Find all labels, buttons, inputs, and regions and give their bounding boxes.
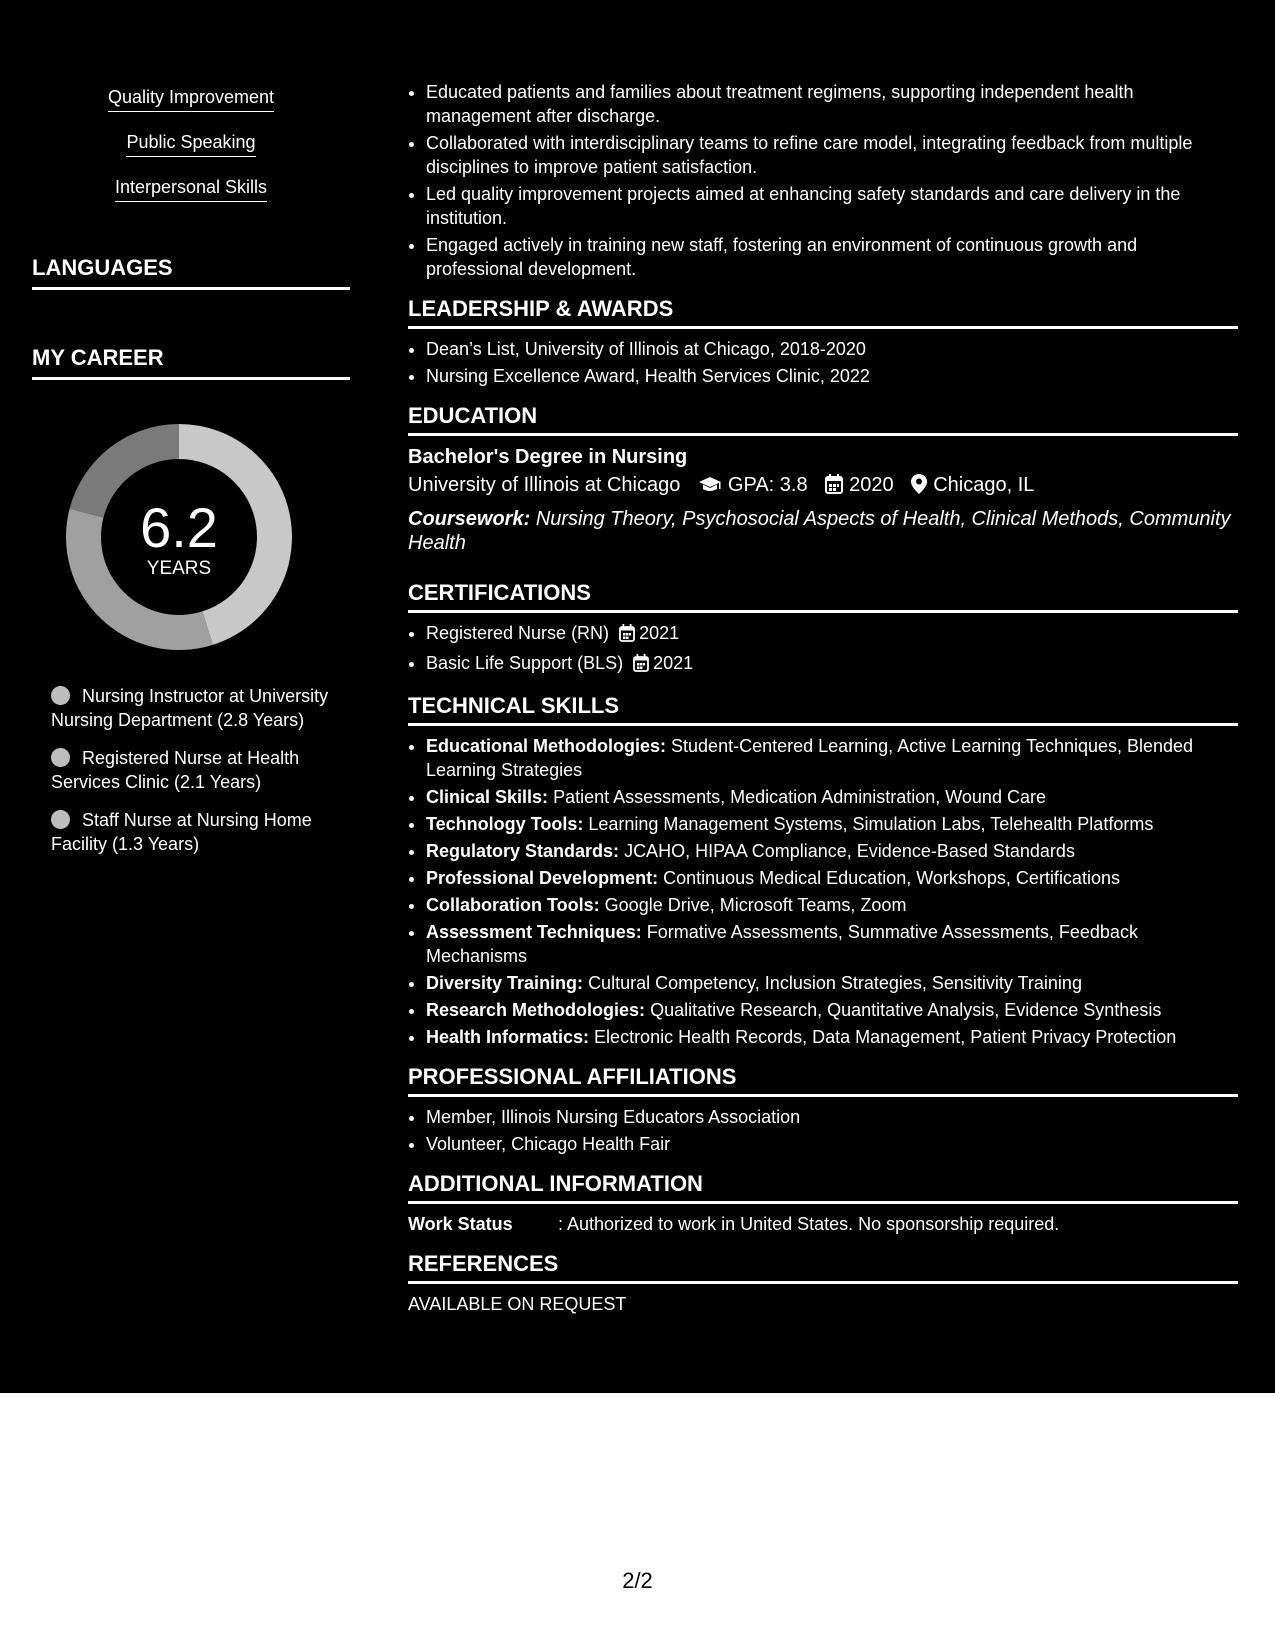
school-name: University of Illinois at Chicago	[408, 474, 681, 496]
sidebar	[0, 0, 380, 1393]
additional-info-heading: ADDITIONAL INFORMATION	[408, 1170, 1238, 1204]
references-heading: REFERENCES	[408, 1250, 1238, 1284]
list-item: • Clinical Skills: Patient Assessments, Medication Administration, Wound Care	[426, 785, 1238, 809]
technical-skills-list	[408, 734, 1238, 1049]
location-pin-icon	[911, 473, 927, 503]
main-content	[408, 80, 1238, 1316]
graduation-cap-icon	[698, 473, 722, 503]
certifications-list	[408, 621, 1238, 678]
affiliations-list	[408, 1105, 1238, 1156]
languages-heading: LANGUAGES	[32, 254, 350, 290]
list-item: • Registered Nurse (RN) 2021	[426, 621, 1238, 648]
skill-item: Interpersonal Skills	[32, 176, 350, 221]
school-location: Chicago, IL	[933, 474, 1035, 496]
list-item: • Dean’s List, University of Illinois at Chicago, 2018-2020	[426, 337, 1238, 361]
calendar-icon	[633, 654, 649, 678]
coursework: Coursework: Nursing Theory, Psychosocial Aspects of Health, Clinical Methods, Community Health	[408, 508, 1231, 554]
list-item: • Regulatory Standards: JCAHO, HIPAA Compliance, Evidence-Based Standards	[426, 839, 1238, 863]
affiliations-heading: PROFESSIONAL AFFILIATIONS	[408, 1063, 1238, 1097]
references-text: AVAILABLE ON REQUEST	[408, 1294, 627, 1314]
degree-title: Bachelor's Degree in Nursing	[408, 446, 688, 468]
skills-list	[32, 86, 350, 221]
graduation-year: 2020	[849, 474, 894, 496]
list-item: • Educated patients and families about treatment regimens, supporting independent health management after discharge.	[426, 80, 1238, 128]
education-details	[408, 470, 1238, 503]
career-donut-chart	[66, 424, 292, 650]
career-legend	[51, 684, 341, 870]
list-item: • Engaged actively in training new staff, fostering an environment of continuous growth and professional development.	[426, 233, 1238, 281]
technical-skills-heading: TECHNICAL SKILLS	[408, 692, 1238, 726]
career-item: Registered Nurse at Health Services Clinic (2.1 Years)	[51, 748, 300, 792]
list-item: • Diversity Training: Cultural Competency, Inclusion Strategies, Sensitivity Training	[426, 971, 1238, 995]
career-unit: YEARS	[146, 558, 212, 579]
list-item: • Technology Tools: Learning Management Systems, Simulation Labs, Telehealth Platforms	[426, 812, 1238, 836]
certifications-heading: CERTIFICATIONS	[408, 579, 1238, 613]
work-status-row: Work Status : Authorized to work in United States. No sponsorship required.	[408, 1214, 1060, 1234]
career-heading: MY CAREER	[32, 344, 350, 380]
list-item: • Educational Methodologies: Student-Centered Learning, Active Learning Techniques, Blended Learning Strategies	[426, 734, 1238, 782]
career-item: Staff Nurse at Nursing Home Facility (1.3 Years)	[51, 810, 312, 854]
list-item: • Volunteer, Chicago Health Fair	[426, 1132, 1238, 1156]
leadership-heading: LEADERSHIP & AWARDS	[408, 295, 1238, 329]
leadership-list	[408, 337, 1238, 388]
calendar-icon	[619, 624, 635, 648]
skill-item: Quality Improvement	[32, 86, 350, 131]
list-item: • Health Informatics: Electronic Health Records, Data Management, Patient Privacy Protection	[426, 1025, 1238, 1049]
main-column	[380, 0, 1275, 1393]
gpa: GPA: 3.8	[727, 474, 808, 496]
list-item: • Basic Life Support (BLS) 2021	[426, 651, 1238, 678]
list-item: • Led quality improvement projects aimed at enhancing safety standards and care delivery in the institution.	[426, 182, 1238, 230]
bullet-dot-icon	[51, 686, 70, 705]
list-item: • Assessment Techniques: Formative Assessments, Summative Assessments, Feedback Mechanisms	[426, 920, 1238, 968]
page-number: 2/2	[622, 1568, 653, 1593]
career-total: 6.2	[140, 496, 218, 559]
list-item: • Nursing Excellence Award, Health Services Clinic, 2022	[426, 364, 1238, 388]
list-item: • Collaborated with interdisciplinary teams to refine care model, integrating feedback from multiple disciplines to improve patient satisfaction.	[426, 131, 1238, 179]
experience-bullets	[408, 80, 1238, 281]
education-heading: EDUCATION	[408, 402, 1238, 436]
list-item: • Member, Illinois Nursing Educators Association	[426, 1105, 1238, 1129]
calendar-icon	[825, 473, 843, 503]
list-item: • Research Methodologies: Qualitative Research, Quantitative Analysis, Evidence Synthesis	[426, 998, 1238, 1022]
list-item: • Professional Development: Continuous Medical Education, Workshops, Certifications	[426, 866, 1238, 890]
career-item: Nursing Instructor at University Nursing Department (2.8 Years)	[51, 686, 329, 730]
skill-item: Public Speaking	[32, 131, 350, 176]
list-item: • Collaboration Tools: Google Drive, Microsoft Teams, Zoom	[426, 893, 1238, 917]
bullet-dot-icon	[51, 748, 70, 767]
bullet-dot-icon	[51, 810, 70, 829]
